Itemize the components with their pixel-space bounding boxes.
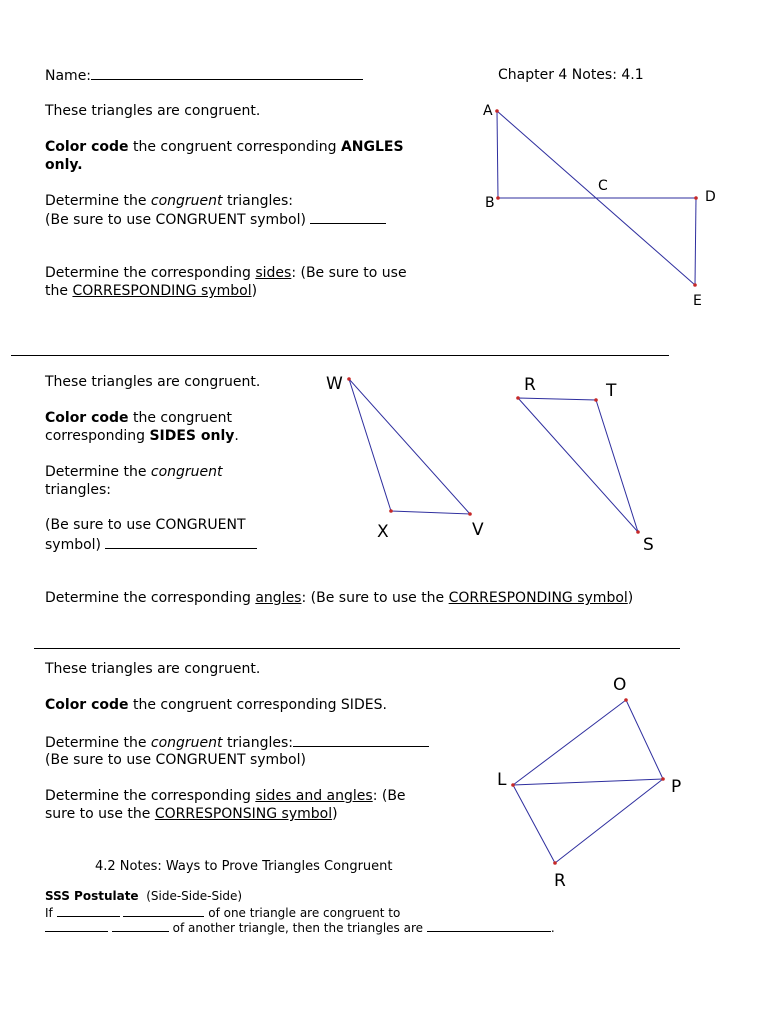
label-r3: R (554, 871, 566, 891)
vertex-l (511, 783, 515, 787)
s3-color-code: Color code the congruent corresponding SIDES. (45, 697, 387, 713)
s3-determine: Determine the congruent triangles: (45, 733, 429, 752)
label-b: B (485, 195, 495, 211)
vertex-x (389, 509, 393, 513)
vertex-p (661, 777, 665, 781)
name-label: Name: (45, 68, 92, 84)
s1-sure: (Be sure to use CONGRUENT symbol) (45, 210, 386, 229)
s2-sure: (Be sure to use CONGRUENT (45, 517, 246, 533)
segment-lr (513, 785, 555, 863)
s2-determine-line2: triangles: (45, 482, 111, 498)
s2-corresponding: Determine the corresponding angles: (Be sure to use the CORRESPONDING symbol) (45, 590, 634, 606)
sss-line2: of another triangle, then the triangles are . (45, 920, 555, 936)
label-r: R (524, 375, 536, 395)
figure-olpr (497, 675, 681, 891)
label-v: V (472, 520, 484, 540)
segment-rp (555, 779, 663, 863)
sss-heading: SSS Postulate (Side-Side-Side) (45, 889, 243, 903)
label-e: E (693, 293, 702, 309)
vertex-w (347, 377, 351, 381)
vertex-v (468, 512, 472, 516)
vertex-o (624, 698, 628, 702)
chapter-title: Chapter 4 Notes: 4.1 (498, 67, 644, 83)
vertex-s (636, 530, 640, 534)
s3-corresponding: Determine the corresponding sides and angles: (Be (45, 788, 406, 804)
s2-color-code: Color code the congruent (45, 410, 233, 426)
segment-ab (497, 111, 498, 198)
vertex-r2 (553, 861, 557, 865)
label-d: D (705, 189, 716, 205)
segment-lp (513, 779, 663, 785)
s1-color-code: Color code the congruent corresponding ANGLES (45, 139, 404, 155)
figure-rts (516, 375, 654, 555)
s2-determine: Determine the congruent (45, 464, 223, 480)
vertex-e (693, 283, 697, 287)
vertex-b (496, 196, 500, 200)
s3-intro: These triangles are congruent. (45, 661, 261, 677)
label-a: A (483, 103, 493, 119)
s1-color-code-line2: only. (45, 157, 83, 173)
triangle-wxv (349, 379, 470, 514)
s1-corresponding-line2: the CORRESPONDING symbol) (45, 283, 258, 299)
segment-de (695, 198, 696, 285)
label-w: W (326, 374, 343, 394)
triangle-rts (518, 398, 638, 532)
vertex-r (516, 396, 520, 400)
s1-determine: Determine the congruent triangles: (45, 193, 293, 209)
vertex-d (694, 196, 698, 200)
s1-corresponding: Determine the corresponding sides: (Be sure to use (45, 265, 407, 281)
figure-abcde (483, 103, 716, 309)
figure-wxv (326, 374, 484, 542)
s4-title: 4.2 Notes: Ways to Prove Triangles Congruent (95, 859, 393, 874)
label-t: T (606, 381, 617, 401)
s3-sure: (Be sure to use CONGRUENT symbol) (45, 752, 306, 768)
label-s: S (643, 535, 654, 555)
s2-intro: These triangles are congruent. (45, 374, 261, 390)
vertex-a (495, 109, 499, 113)
label-x: X (377, 522, 389, 542)
vertex-t (594, 398, 598, 402)
s1-intro: These triangles are congruent. (45, 103, 261, 119)
segment-op (626, 700, 663, 779)
label-c: C (598, 178, 608, 194)
s3-corresponding-line2: sure to use the CORRESPONSING symbol) (45, 806, 338, 822)
label-o: O (613, 675, 627, 695)
label-p: P (671, 777, 682, 797)
label-l: L (497, 770, 507, 790)
s2-sure-line2: symbol) (45, 535, 257, 554)
s2-color-code-line2: corresponding SIDES only. (45, 428, 239, 444)
segment-lo (513, 700, 626, 785)
sss-line1: If of one triangle are congruent to (45, 906, 401, 920)
